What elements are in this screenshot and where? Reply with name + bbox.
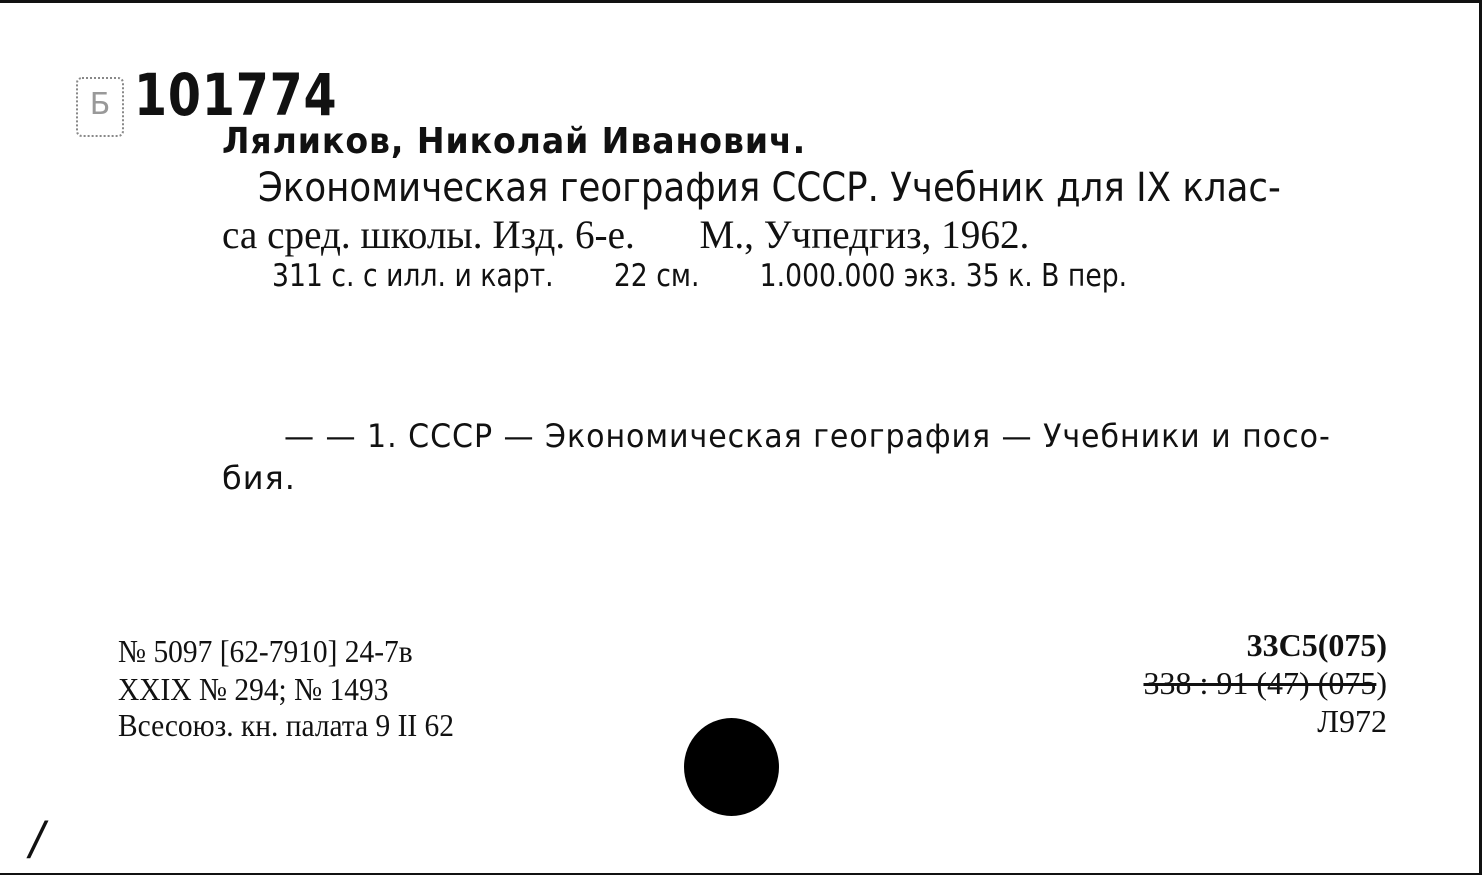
author-heading: Ляликов, Николай Иванович. [222, 121, 807, 162]
corner-mark: / [25, 811, 51, 865]
title-line-2 [222, 211, 1029, 258]
book-size: 22 см. [613, 258, 700, 294]
classification-code: 33С5(075) [1246, 627, 1387, 663]
subject-heading-line-1: — — 1. СССР — Экономическая география — Учебники и посо- [284, 417, 1331, 455]
title-line-1: Экономическая география СССР. Учебник для IX клас- [258, 165, 1281, 211]
pages-illustrations: 311 с. с илл. и карт. [272, 258, 554, 294]
physical-description [272, 258, 1127, 294]
book-chamber-date: Всесоюз. кн. палата 9 II 62 [118, 707, 454, 743]
library-stamp-mark: Б [76, 77, 124, 137]
old-classification-code [1143, 665, 1387, 702]
struck-classification-tail: ) [1376, 665, 1387, 701]
print-run-price: 1.000.000 экз. 35 к. В пер. [759, 258, 1128, 294]
title-line-2-imprint: М., Учпедгиз, 1962. [699, 212, 1030, 257]
title-line-2-edition: са сред. школы. Изд. 6-е. [222, 212, 635, 257]
struck-classification: 338 : 91 (47) (075 [1143, 665, 1377, 701]
registration-series: XXIX № 294; № 1493 [118, 671, 389, 707]
card-punch-hole [684, 718, 779, 816]
inventory-number: 101774 [134, 61, 338, 129]
registration-number: № 5097 [62-7910] 24-7в [118, 633, 413, 669]
author-mark: Л972 [1317, 703, 1387, 739]
subject-heading-line-2: бия. [222, 459, 296, 497]
